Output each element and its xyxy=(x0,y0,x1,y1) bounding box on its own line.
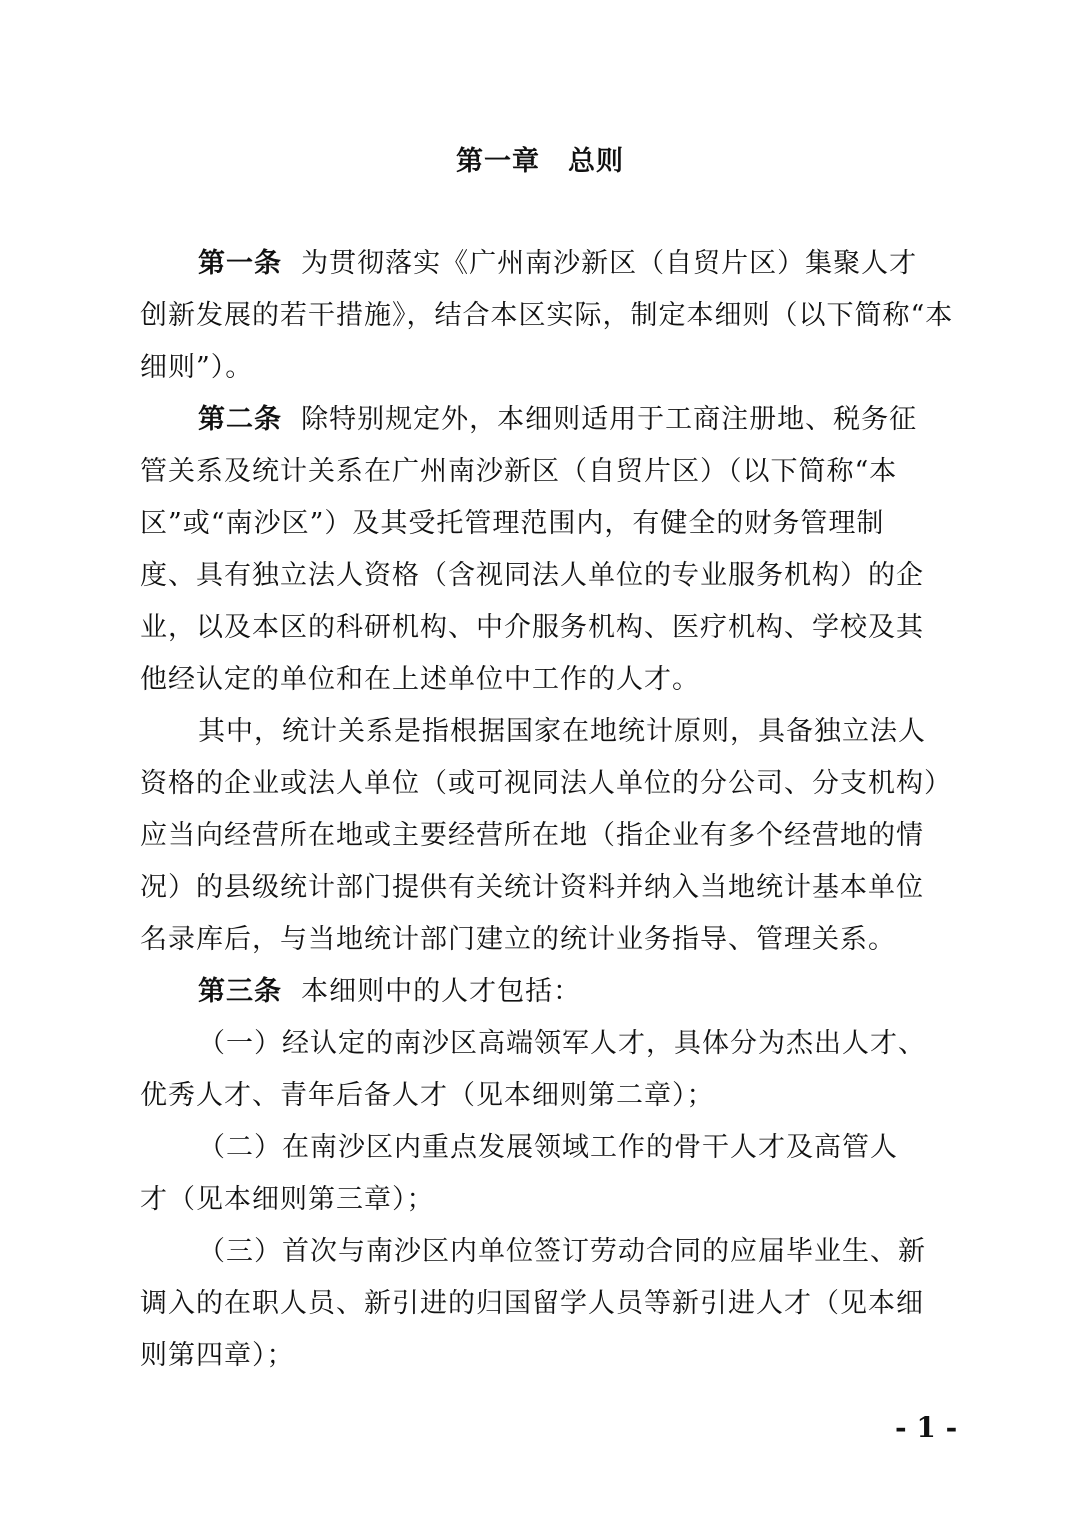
stats-line-3: 应当向经营所在地或主要经营所在地（指企业有多个经营地的情 xyxy=(140,820,924,851)
article3-text-1: 本细则中的人才包括： xyxy=(301,976,582,1007)
article2-line-3: 区”或“南沙区”）及其受托管理范围内，有健全的财务管理制 xyxy=(140,508,885,539)
article2-line-4: 度、具有独立法人资格（含视同法人单位的专业服务机构）的企 xyxy=(140,560,924,591)
stats-line-4: 况）的县级统计部门提供有关统计资料并纳入当地统计基本单位 xyxy=(140,872,924,903)
item2-line-1: （二）在南沙区内重点发展领域工作的骨干人才及高管人 xyxy=(198,1132,898,1163)
stats-line-1: 其中，统计关系是指根据国家在地统计原则，具备独立法人 xyxy=(198,716,926,747)
article1-line-2: 创新发展的若干措施》，结合本区实际，制定本细则（以下简称“本 xyxy=(140,300,954,331)
article2-line-6: 他经认定的单位和在上述单位中工作的人才。 xyxy=(140,664,700,695)
item3-line-3: 则第四章）； xyxy=(140,1340,295,1371)
page-number: - 1 - xyxy=(895,1411,958,1444)
article1-text-1: 为贯彻落实《广州南沙新区（自贸片区）集聚人才 xyxy=(301,248,918,279)
stats-line-2: 资格的企业或法人单位（或可视同法人单位的分公司、分支机构） xyxy=(140,768,952,799)
article2-line-5: 业，以及本区的科研机构、中介服务机构、医疗机构、学校及其 xyxy=(140,612,924,643)
article1-line-1 xyxy=(140,244,917,284)
chapter-title: 第一章 总则 xyxy=(456,146,624,177)
stats-line-5: 名录库后，与当地统计部门建立的统计业务指导、管理关系。 xyxy=(140,924,896,955)
item2-line-2: 才（见本细则第三章）； xyxy=(140,1184,435,1215)
article3-lead: 第三条 xyxy=(198,976,282,1007)
item1-line-2: 优秀人才、青年后备人才（见本细则第二章）； xyxy=(140,1080,715,1111)
article2-line-2: 管关系及统计关系在广州南沙新区（自贸片区）（以下简称“本 xyxy=(140,456,898,487)
item3-line-1: （三）首次与南沙区内单位签订劳动合同的应届毕业生、新 xyxy=(198,1236,926,1267)
article2-lead: 第二条 xyxy=(198,404,282,435)
item1-line-1: （一）经认定的南沙区高端领军人才，具体分为杰出人才、 xyxy=(198,1028,926,1059)
article2-text-1: 除特别规定外，本细则适用于工商注册地、税务征 xyxy=(301,404,918,435)
article1-lead: 第一条 xyxy=(198,248,282,279)
article3-line-1 xyxy=(140,972,581,1012)
article1-line-3: 细则”）。 xyxy=(140,352,254,383)
article2-line-1 xyxy=(140,400,917,440)
item3-line-2: 调入的在职人员、新引进的归国留学人员等新引进人才（见本细 xyxy=(140,1288,924,1319)
